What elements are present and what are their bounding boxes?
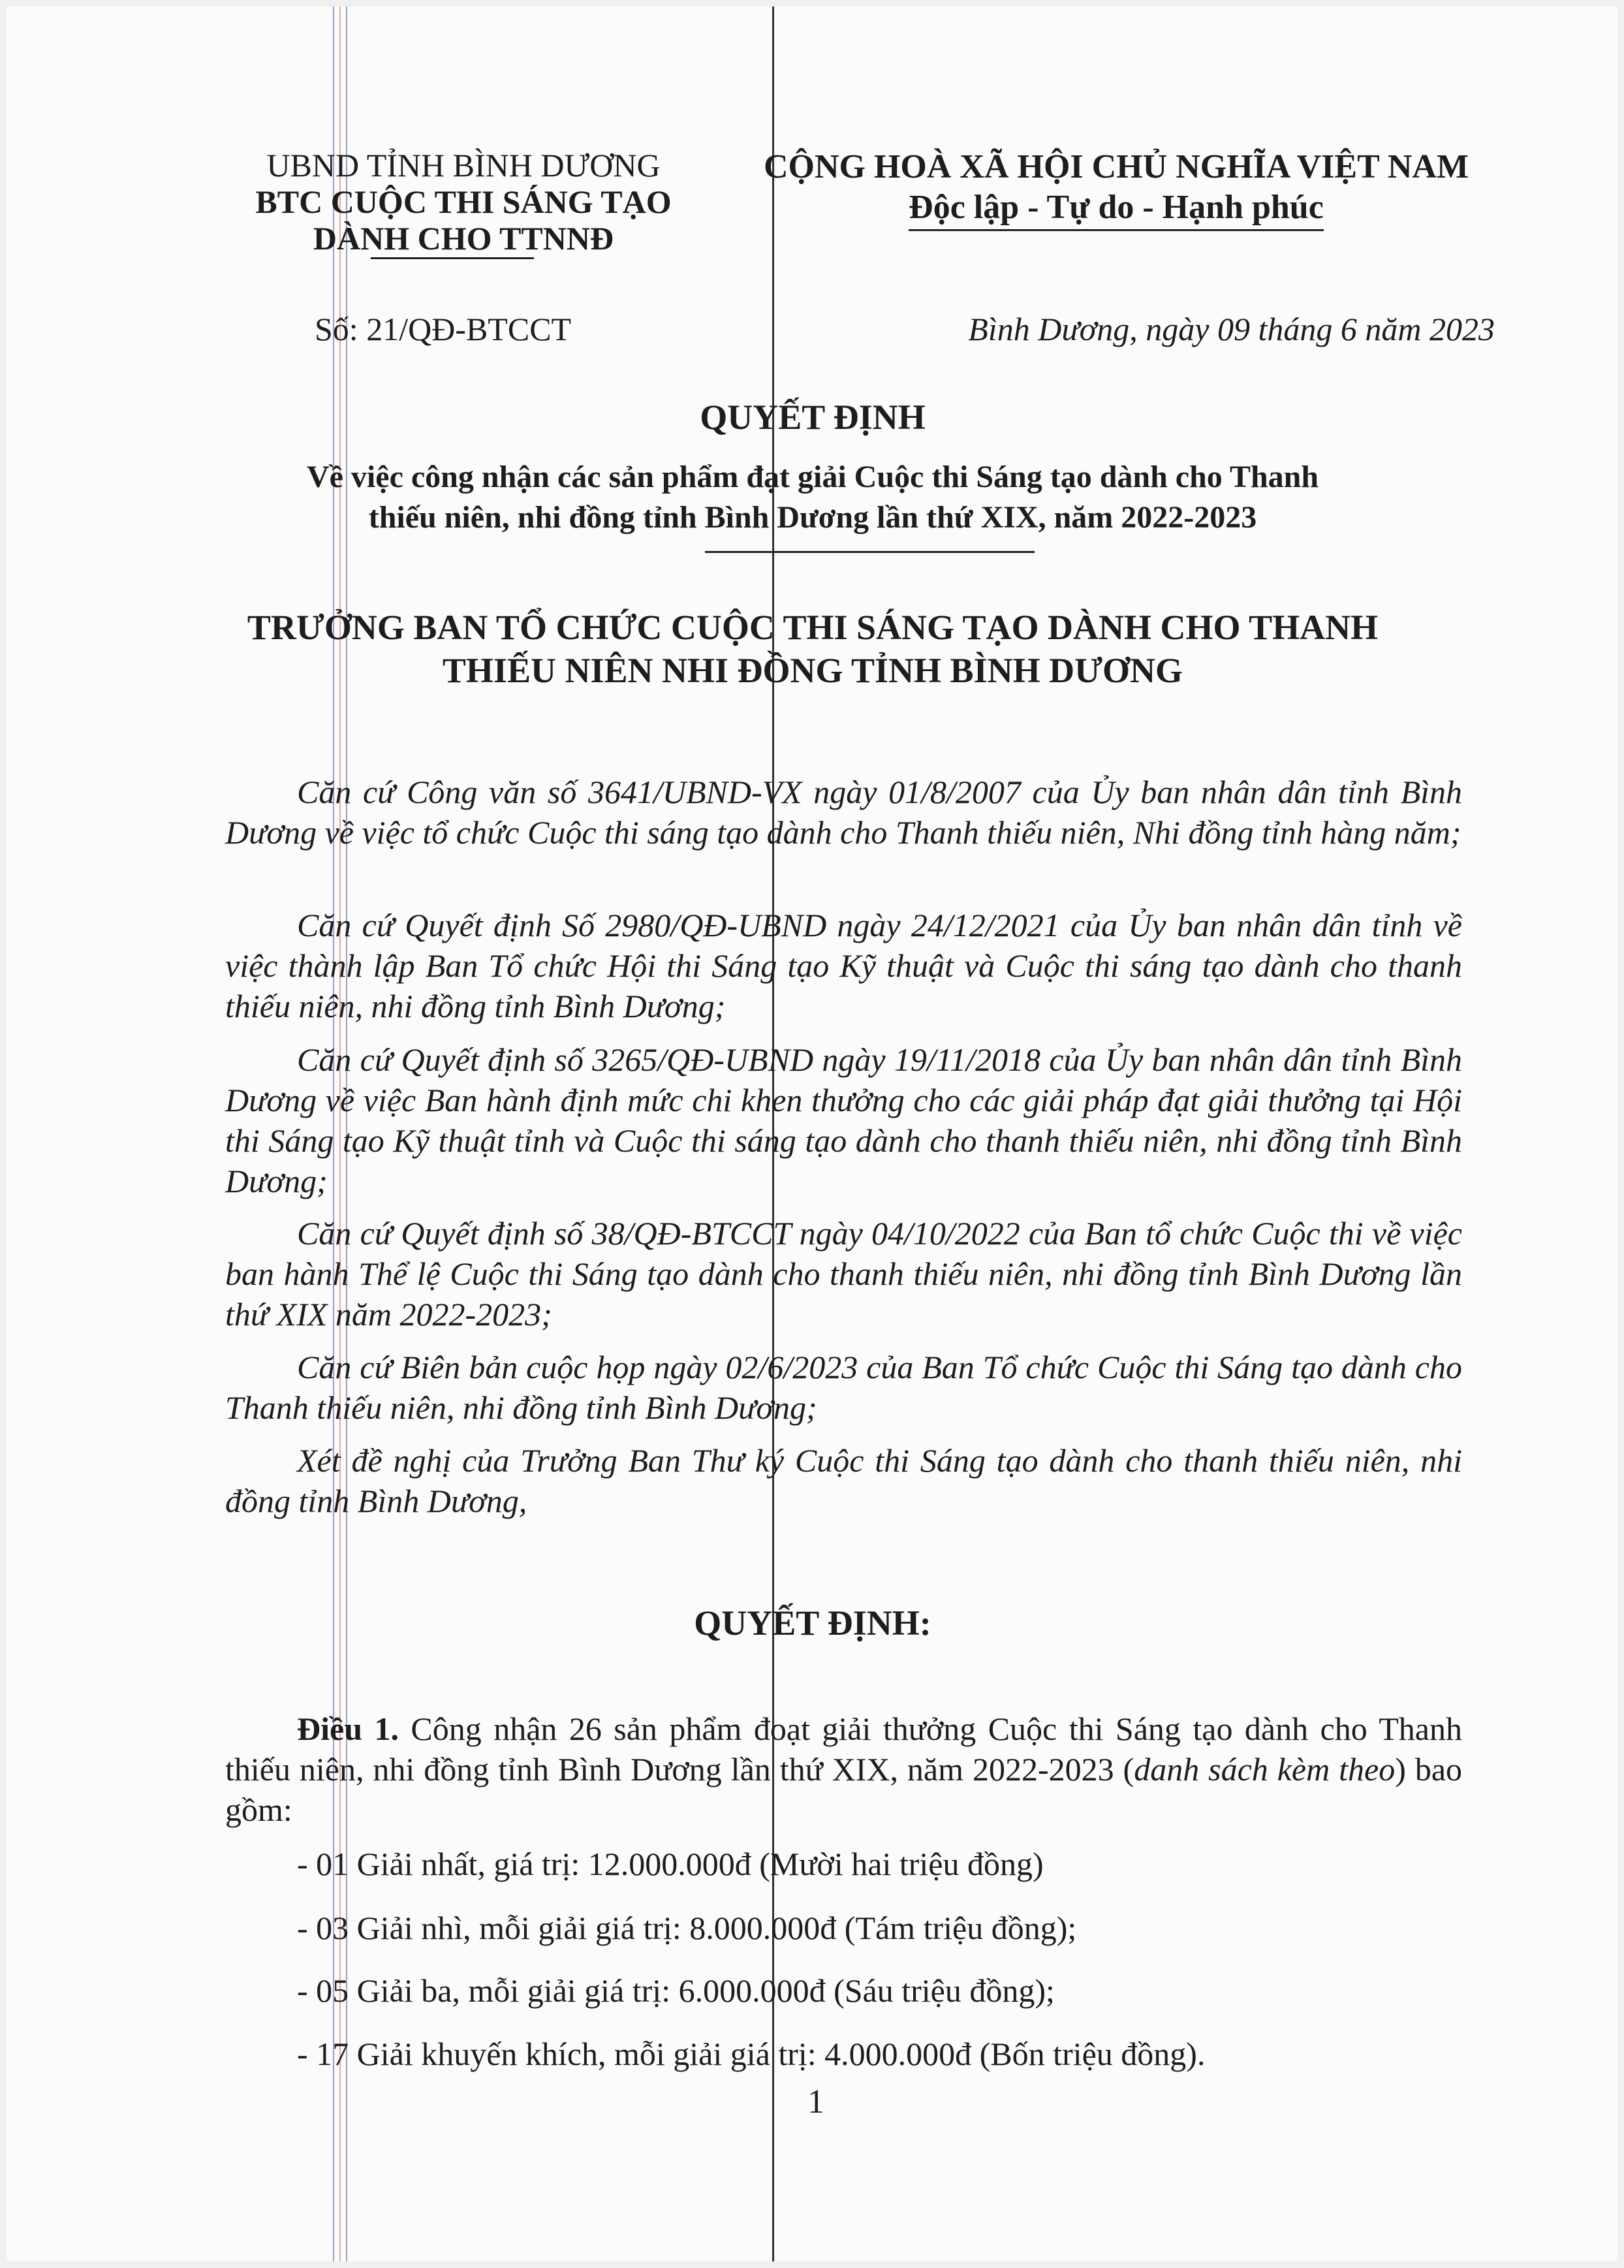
article-1-text-b: ) bao gồm: [225, 1751, 1463, 1828]
subject-line-2: thiếu niên, nhi đồng tỉnh Bình Dương lần thứ XIX, năm 2022-2023 [368, 500, 1257, 535]
authority-heading [196, 606, 1429, 692]
prize-item: - 17 Giải khuyến khích, mỗi giải giá trị: 4.000.000đ (Bốn triệu đồng). [297, 2036, 1206, 2072]
subject-underline [705, 551, 1035, 553]
article-1-label: Điều 1. [297, 1710, 399, 1747]
legal-basis-4: Căn cứ Quyết định số 38/QĐ-BTCCT ngày 04/10/2022 của Ban tổ chức Cuộc thi về việc ban hành Thể lệ Cuộc thi Sáng tạo dành cho thanh thiếu niên, nhi đồng tỉnh Bình Dương lần thứ XIX năm 2022-2023; [225, 1215, 1462, 1332]
authority-line-2: THIẾU NIÊN NHI ĐỒNG TỈNH BÌNH DƯƠNG [442, 651, 1183, 690]
agency-underline [371, 257, 534, 259]
legal-basis-5: Căn cứ Biên bản cuộc họp ngày 02/6/2023 của Ban Tổ chức Cuộc thi Sáng tạo dành cho Thanh thiếu niên, nhi đồng tỉnh Bình Dương; [225, 1349, 1462, 1426]
legal-basis-1: Căn cứ Công văn số 3641/UBND-VX ngày 01/8/2007 của Ủy ban nhân dân tỉnh Bình Dương về việc tổ chức Cuộc thi sáng tạo dành cho Thanh thiếu niên, Nhi đồng tỉnh hàng năm; [225, 774, 1462, 851]
page-number: 1 [807, 2083, 824, 2120]
document-number: Số: 21/QĐ-BTCCT [315, 311, 572, 347]
article-1 [225, 1709, 1462, 1830]
prize-item: - 05 Giải ba, mỗi giải giá trị: 6.000.000đ (Sáu triệu đồng); [297, 1972, 1055, 2009]
agency-line-3: DÀNH CHO TTNNĐ [313, 220, 614, 257]
legal-basis-2: Căn cứ Quyết định Số 2980/QĐ-UBND ngày 24/12/2021 của Ủy ban nhân dân tỉnh về việc thành lập Ban Tổ chức Hội thi Sáng tạo Kỹ thuật và Cuộc thi sáng tạo dành cho thanh thiếu niên, nhi đồng tỉnh Bình Dương; [225, 907, 1462, 1024]
document-subject [196, 457, 1429, 538]
document-date: Bình Dương, ngày 09 tháng 6 năm 2023 [968, 311, 1495, 347]
legal-basis-3: Căn cứ Quyết định số 3265/QĐ-UBND ngày 19/11/2018 của Ủy ban nhân dân tỉnh Bình Dương về việc Ban hành định mức chi khen thưởng cho các giải pháp đạt giải thưởng tại Hội thi Sáng tạo Kỹ thuật tỉnh và Cuộc thi sáng tạo dành cho thanh thiếu niên, nhi đồng tỉnh Bình Dương; [225, 1041, 1462, 1199]
agency-line-1: UBND TỈNH BÌNH DƯƠNG [266, 147, 661, 183]
document-title: QUYẾT ĐỊNH [700, 398, 926, 437]
authority-line-1: TRƯỞNG BAN TỔ CHỨC CUỘC THI SÁNG TẠO DÀNH CHO THANH [247, 608, 1379, 647]
country-name: CỘNG HOÀ XÃ HỘI CHỦ NGHĨA VIỆT NAM [763, 148, 1469, 185]
legal-basis-6: Xét đề nghị của Trưởng Ban Thư ký Cuộc thi Sáng tạo dành cho thanh thiếu niên, nhi đồng tỉnh Bình Dương, [225, 1442, 1462, 1519]
subject-line-1: Về việc công nhận các sản phẩm đạt giải Cuộc thi Sáng tạo dành cho Thanh [306, 460, 1319, 494]
prize-item: - 03 Giải nhì, mỗi giải giá trị: 8.000.000đ (Tám triệu đồng); [297, 1910, 1077, 1946]
national-motto [731, 147, 1501, 231]
motto: Độc lập - Tự do - Hạnh phúc [909, 187, 1324, 231]
agency-line-2: BTC CUỘC THI SÁNG TẠO [255, 183, 672, 220]
prize-item: - 01 Giải nhất, giá trị: 12.000.000đ (Mười hai triệu đồng) [297, 1846, 1044, 1882]
article-1-text-a: Công nhận 26 sản phẩm đoạt giải thưởng Cuộc thi Sáng tạo dành cho Thanh thiếu niên, nhi đồng tỉnh Bình Dương lần thứ XIX, năm 2022-2023 ( [225, 1710, 1462, 1788]
issuing-agency [222, 147, 705, 257]
decision-heading: QUYẾT ĐỊNH: [694, 1603, 931, 1643]
article-1-text-italic: danh sách kèm theo [1134, 1751, 1396, 1788]
